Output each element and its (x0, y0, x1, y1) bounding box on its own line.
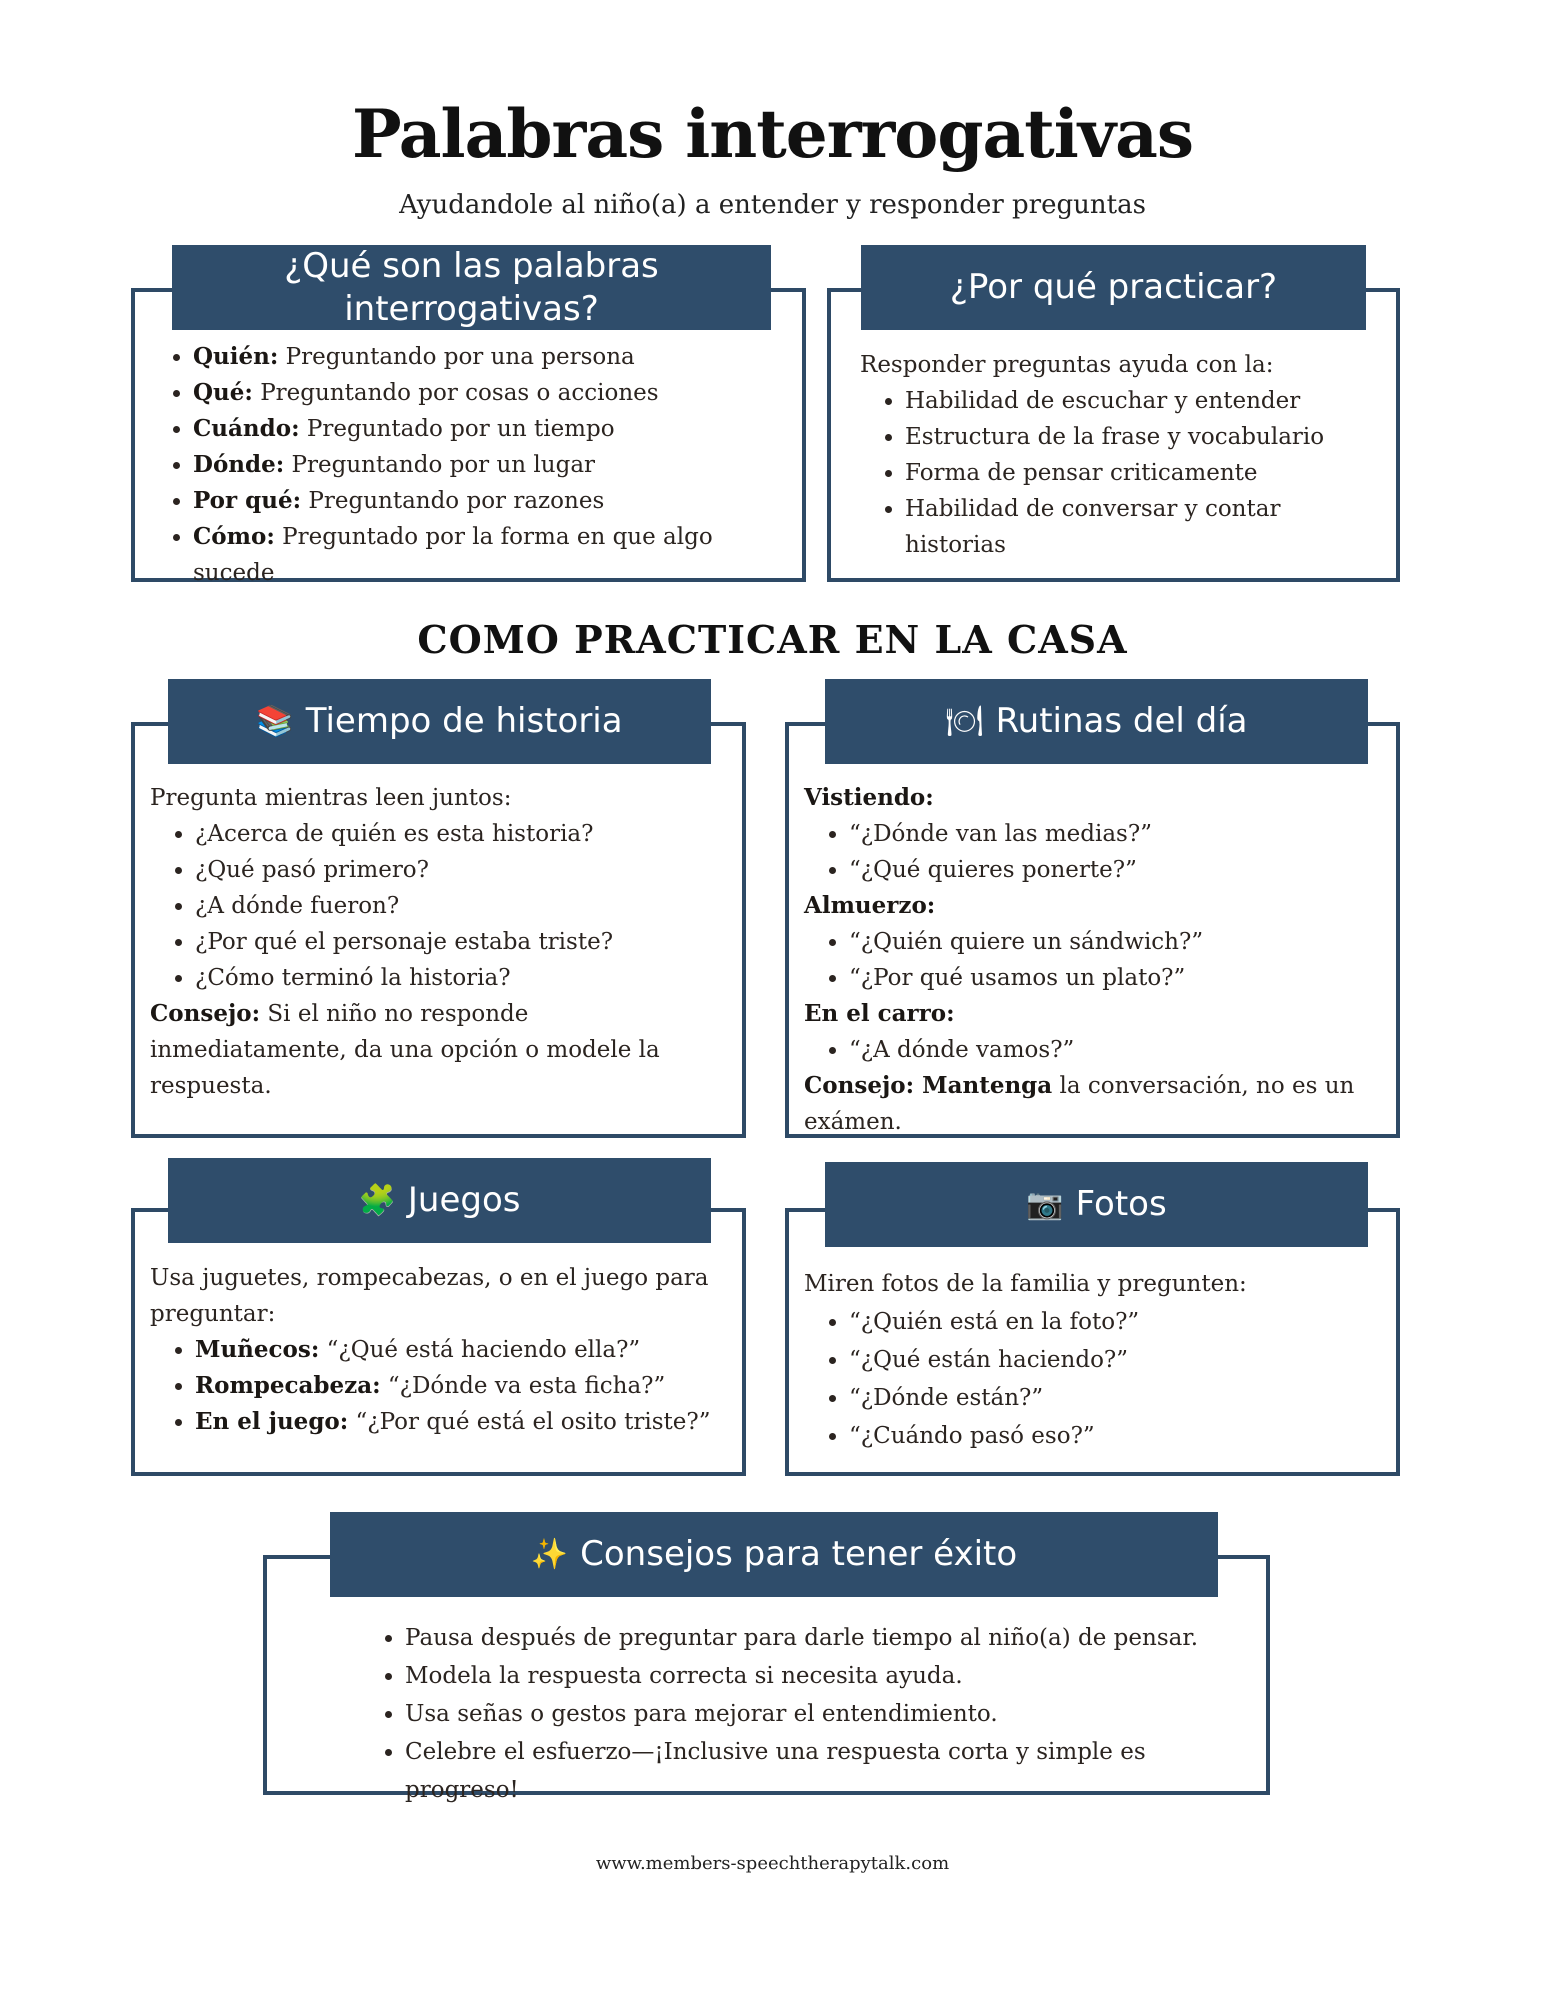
plate-icon: 🍽 (945, 703, 984, 739)
term-label: Qué: (193, 379, 253, 406)
term-text: “¿Qué está haciendo ella?” (319, 1337, 641, 1363)
camera-icon: 📷 (1026, 1186, 1064, 1222)
tip-text: la conversación, no es un exámen. (804, 1073, 1355, 1135)
list-item: • Modela la respuesta correcta si necesita ayuda. (405, 1657, 1260, 1695)
list-item (195, 1368, 730, 1404)
box-rutinas-heading-text: Rutinas del día (995, 701, 1248, 742)
box-historia-heading (168, 679, 711, 764)
term-label: Quién: (193, 343, 279, 370)
list-item: • ¿Por qué el personaje estaba triste? (195, 924, 730, 960)
box-por-que-intro: Responder preguntas ayuda con la: (860, 352, 1274, 378)
list-item: • Usa señas o gestos para mejorar el entendimiento. (405, 1695, 1260, 1733)
group-label: Vistiendo: (804, 784, 934, 811)
term-label: Muñecos: (195, 1336, 320, 1363)
term-label: Por qué: (193, 487, 302, 514)
box-fotos-content (804, 1265, 1389, 1455)
list-item: • “¿Qué están haciendo?” (849, 1341, 1389, 1379)
books-icon: 📚 (256, 703, 294, 739)
list-item (193, 411, 798, 447)
group-label: En el carro: (804, 1000, 955, 1027)
term-label: Dónde: (193, 451, 285, 478)
box-fotos-intro: Miren fotos de la familia y pregunten: (804, 1271, 1247, 1297)
term-label: Cuándo: (193, 415, 300, 442)
list-item (195, 1404, 730, 1440)
list-item: • ¿Cómo terminó la historia? (195, 960, 730, 996)
term-label: En el juego: (195, 1408, 349, 1435)
tip-text: Si el niño no responde inmediatamente, da una opción o modele la respuesta. (150, 1001, 660, 1099)
footer-url: www.members-speechtherapytalk.com (595, 1853, 950, 1874)
list-item (193, 447, 798, 483)
term-label: Cómo: (193, 523, 275, 550)
term-label: Rompecabeza: (195, 1372, 381, 1399)
box-historia-intro: Pregunta mientras leen juntos: (150, 785, 512, 811)
term-text: Preguntando por un lugar (284, 452, 596, 478)
box-juegos-intro: Usa juguetes, rompecabezas, o en el juego para preguntar: (150, 1265, 709, 1327)
box-consejos-heading-text: Consejos para tener éxito (580, 1534, 1018, 1575)
term-text: Preguntando por razones (301, 488, 605, 514)
page-title: Palabras interrogativas (351, 95, 1194, 173)
list-item: • “¿Cuándo pasó eso?” (849, 1417, 1389, 1455)
tip-label: Consejo: Mantenga (804, 1072, 1053, 1099)
box-fotos-heading (825, 1162, 1368, 1247)
box-que-son-content (148, 339, 798, 591)
list-item: • Estructura de la frase y vocabulario (905, 419, 1360, 455)
list-item: • “¿Dónde van las medias?” (849, 816, 1389, 852)
list-item: • “¿Dónde están?” (849, 1379, 1389, 1417)
list-item: • ¿Acerca de quién es esta historia? (195, 816, 730, 852)
box-fotos-heading-text: Fotos (1075, 1184, 1167, 1225)
tip-label: Consejo: (150, 1000, 261, 1027)
list-item: • “¿Quién está en la foto?” (849, 1303, 1389, 1341)
box-historia-tip (150, 996, 730, 1104)
list-item (193, 519, 798, 591)
list-item: • Forma de pensar criticamente (905, 455, 1360, 491)
box-juegos-heading-text: Juegos (407, 1180, 521, 1221)
list-item: • ¿A dónde fueron? (195, 888, 730, 924)
box-por-que-content (860, 347, 1360, 563)
box-que-son-heading-text: ¿Qué son las palabras interrogativas? (284, 246, 659, 329)
box-rutinas-tip (804, 1068, 1389, 1140)
list-item: • “¿Quién quiere un sándwich?” (849, 924, 1389, 960)
box-que-son-heading (172, 245, 771, 330)
term-text: “¿Dónde va esta ficha?” (380, 1373, 666, 1399)
term-text: “¿Por qué está el osito triste?” (348, 1409, 711, 1435)
page-subtitle: Ayudandole al niño(a) a entender y responder preguntas (399, 190, 1146, 220)
list-item: • Habilidad de escuchar y entender (905, 383, 1360, 419)
list-item: • “¿Por qué usamos un plato?” (849, 960, 1389, 996)
list-item (193, 339, 798, 375)
puzzle-icon: 🧩 (358, 1182, 396, 1218)
box-por-que-heading-text: ¿Por qué practicar? (949, 267, 1278, 308)
list-item: • Habilidad de conversar y contar historias (905, 491, 1360, 563)
list-item: • Pausa después de preguntar para darle tiempo al niño(a) de pensar. (405, 1619, 1260, 1657)
box-consejos-heading (330, 1512, 1218, 1597)
list-item: • Celebre el esfuerzo—¡Inclusive una respuesta corta y simple es progreso! (405, 1733, 1260, 1809)
group-label: Almuerzo: (804, 892, 936, 919)
list-item (195, 1332, 730, 1368)
box-juegos-content (150, 1260, 730, 1440)
term-text: Preguntando por cosas o acciones (252, 380, 659, 406)
box-historia-heading-text: Tiempo de historia (305, 701, 623, 742)
list-item: • ¿Qué pasó primero? (195, 852, 730, 888)
box-rutinas-heading (825, 679, 1368, 764)
sparkles-icon: ✨ (530, 1536, 569, 1572)
box-por-que-heading (861, 245, 1366, 330)
list-item (193, 375, 798, 411)
section-title: COMO PRACTICAR EN LA CASA (417, 617, 1128, 662)
term-text: Preguntando por una persona (278, 344, 635, 370)
list-item: • “¿Qué quieres ponerte?” (849, 852, 1389, 888)
box-historia-content (150, 780, 730, 1104)
box-consejos-content (360, 1619, 1260, 1809)
list-item: • “¿A dónde vamos?” (849, 1032, 1389, 1068)
term-text: Preguntado por la forma en que algo sucede (193, 524, 713, 586)
box-juegos-heading (168, 1158, 711, 1243)
list-item (193, 483, 798, 519)
term-text: Preguntado por un tiempo (299, 416, 615, 442)
box-rutinas-content (804, 780, 1389, 1140)
